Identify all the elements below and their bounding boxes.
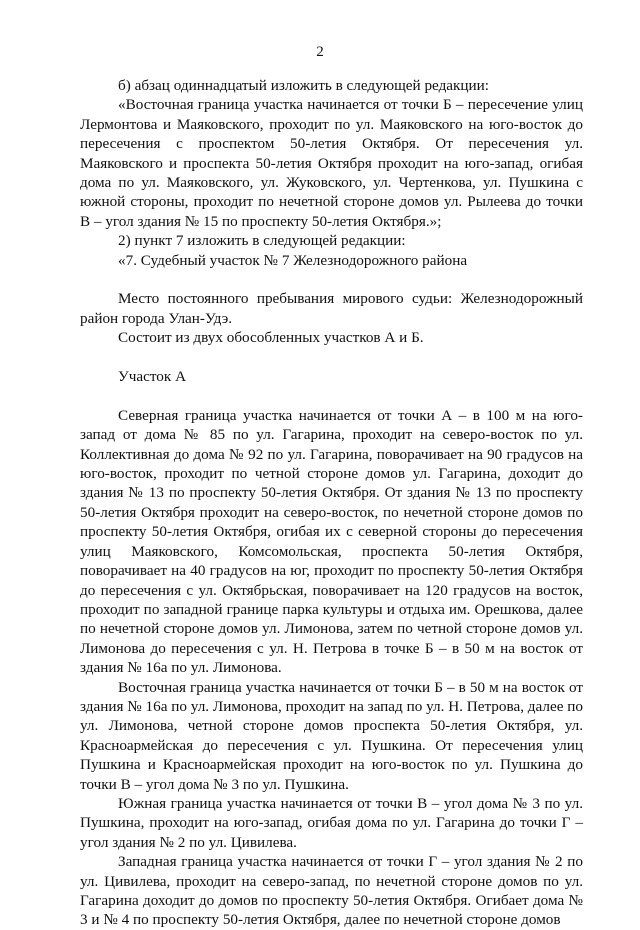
- paragraph-gap: [80, 348, 583, 367]
- paragraph-gap: [80, 270, 583, 289]
- paragraph-item-7-intro: 2) пункт 7 изложить в следующей редакции:: [118, 232, 406, 250]
- paragraph-western-boundary: Западная граница участка начинается от точки Г – угол здания № 2 по ул. Цивилева, проходит на северо-запад, по нечетной стороне домов по ул. Гагарина доходит до домов по проспекту 50-летия Октября. Огибает дома № 3 и № 4 по проспекту 50-летия Октября, далее по нечетной стороне домов: [80, 853, 583, 929]
- page-number: 2: [316, 44, 324, 60]
- paragraph-gap: [80, 386, 583, 405]
- document-body: [80, 76, 583, 930]
- paragraph-eastern-boundary: Восточная граница участка начинается от точки Б – в 50 м на восток от здания № 16а по ул. Лимонова, проходит на запад по ул. Н. Петрова, далее по ул. Лимонова, четной стороне домов проспекта 50-летия Октября, ул. Красноармейская до пересечения с ул. Пушкина. От пересечения улиц Пушкина и Красноармейская проходит на юго-восток по ул. Пушкина до точки В – угол дома № 3 по ул. Пушкина.: [80, 678, 583, 793]
- paragraph-amendment-intro: б) абзац одиннадцатый изложить в следующей редакции:: [118, 77, 490, 94]
- paragraph-southern-boundary: Южная граница участка начинается от точки В – угол дома № 3 по ул. Пушкина, проходит на юго-запад, огибая дома по ул. Гагарина до точки Г – угол здания № 2 по ул. Цивилева.: [80, 794, 583, 851]
- section-heading-area-a: Участок А: [118, 368, 187, 386]
- paragraph-district-composition: Состоит из двух обособленных участков А и Б.: [118, 329, 424, 347]
- paragraph-northern-boundary: Северная граница участка начинается от точки А – в 100 м на юго-запад от дома № 85 по ул. Гагарина, проходит на северо-восток по ул. Коллективная до дома № 92 по ул. Гагарина, поворачивает на 90 градусов на юго-восток, проходит по четной стороне домов ул. Гагарина, доходит до здания № 13 по проспекту 50-летия Октября. От здания № 13 по проспекту 50-летия Октября проходит на северо-восток, по нечетной стороне домов по проспекту 50-летия Октября, огибая их с северной стороны до пересечения улиц Маяковского, Комсомольская, проспекта 50-летия Октября, поворачивает на 40 градусов на юг, проходит по проспекту 50-летия Октября до пересечения с ул. Октябрьская, поворачивает на 120 градусов на восток, проходит по западной границе парка культуры и отдыха им. Орешкова, далее по нечетной стороне домов ул. Лимонова, затем по четной стороне домов ул. Лимонова до пересечения с ул. Н. Петрова в точке Б – в 50 м на восток от здания № 16а по ул. Лимонова.: [80, 406, 583, 677]
- paragraph-court-district-title: «7. Судебный участок № 7 Железнодорожного района: [118, 251, 468, 269]
- paragraph-eastern-boundary-old: «Восточная граница участка начинается от точки Б – пересечение улиц Лермонтова и Маяковского, проходит по ул. Маяковского на юго-восток до пересечения с проспектом 50-летия Октября. От пересечения ул. Маяковского и проспекта 50-летия Октября проходит на юго-запад, огибая дома по ул. Маяковского, ул. Жуковского, ул. Чертенкова, ул. Пушкина с южной стороны, проходит по нечетной стороне домов ул. Рылеева до точки В – угол здания № 15 по проспекту 50-летия Октября.»;: [80, 96, 583, 230]
- paragraph-judge-location: Место постоянного пребывания мирового судьи: Железнодорожный район города Улан-Удэ.: [80, 290, 583, 327]
